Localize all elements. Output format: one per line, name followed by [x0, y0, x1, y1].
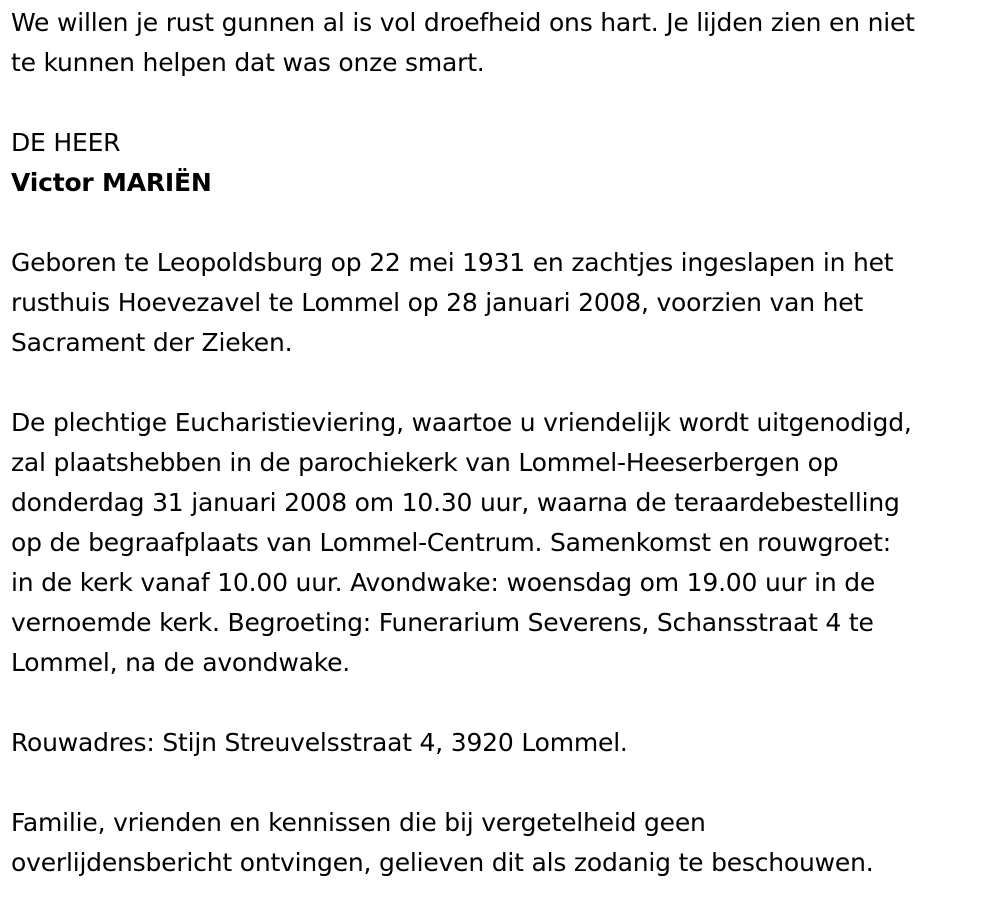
text-line: op de begraafplaats van Lommel-Centrum. Samenkomst en rouwgroet: — [11, 528, 891, 557]
ceremony-paragraph — [11, 403, 997, 683]
paragraph-gap — [11, 683, 997, 723]
text-line: Lommel, na de avondwake. — [11, 648, 351, 677]
text-line: te kunnen helpen dat was onze smart. — [11, 48, 485, 77]
text-line: rusthuis Hoevezavel te Lommel op 28 januari 2008, voorzien van het — [11, 288, 864, 317]
poem-paragraph — [11, 3, 997, 83]
text-line: Rouwadres: Stijn Streuvelsstraat 4, 3920 Lommel. — [11, 728, 628, 757]
paragraph-gap — [11, 363, 997, 403]
birth-paragraph — [11, 243, 997, 363]
paragraph-gap — [11, 83, 997, 123]
text-line: Sacrament der Zieken. — [11, 328, 293, 357]
text-line: De plechtige Eucharistieviering, waartoe u vriendelijk wordt uitgenodigd, — [11, 408, 912, 437]
text-line: zal plaatshebben in de parochiekerk van Lommel-Heeserbergen op — [11, 448, 839, 477]
text-line: Geboren te Leopoldsburg op 22 mei 1931 en zachtjes ingeslapen in het — [11, 248, 894, 277]
paragraph-gap — [11, 763, 997, 803]
closing-paragraph — [11, 803, 997, 883]
text-line: We willen je rust gunnen al is vol droefheid ons hart. Je lijden zien en niet — [11, 8, 915, 37]
deceased-name: Victor MARIËN — [11, 168, 212, 197]
paragraph-gap — [11, 203, 997, 243]
text-line: vernoemde kerk. Begroeting: Funerarium Severens, Schansstraat 4 te — [11, 608, 874, 637]
text-line: donderdag 31 januari 2008 om 10.30 uur, waarna de teraardebestelling — [11, 488, 900, 517]
title-prefix: DE HEER — [11, 128, 121, 157]
text-line: Familie, vrienden en kennissen die bij vergetelheid geen — [11, 808, 706, 837]
address-paragraph — [11, 723, 997, 763]
obituary-text — [11, 3, 997, 883]
text-line: in de kerk vanaf 10.00 uur. Avondwake: woensdag om 19.00 uur in de — [11, 568, 876, 597]
text-line: overlijdensbericht ontvingen, gelieven dit als zodanig te beschouwen. — [11, 848, 874, 877]
